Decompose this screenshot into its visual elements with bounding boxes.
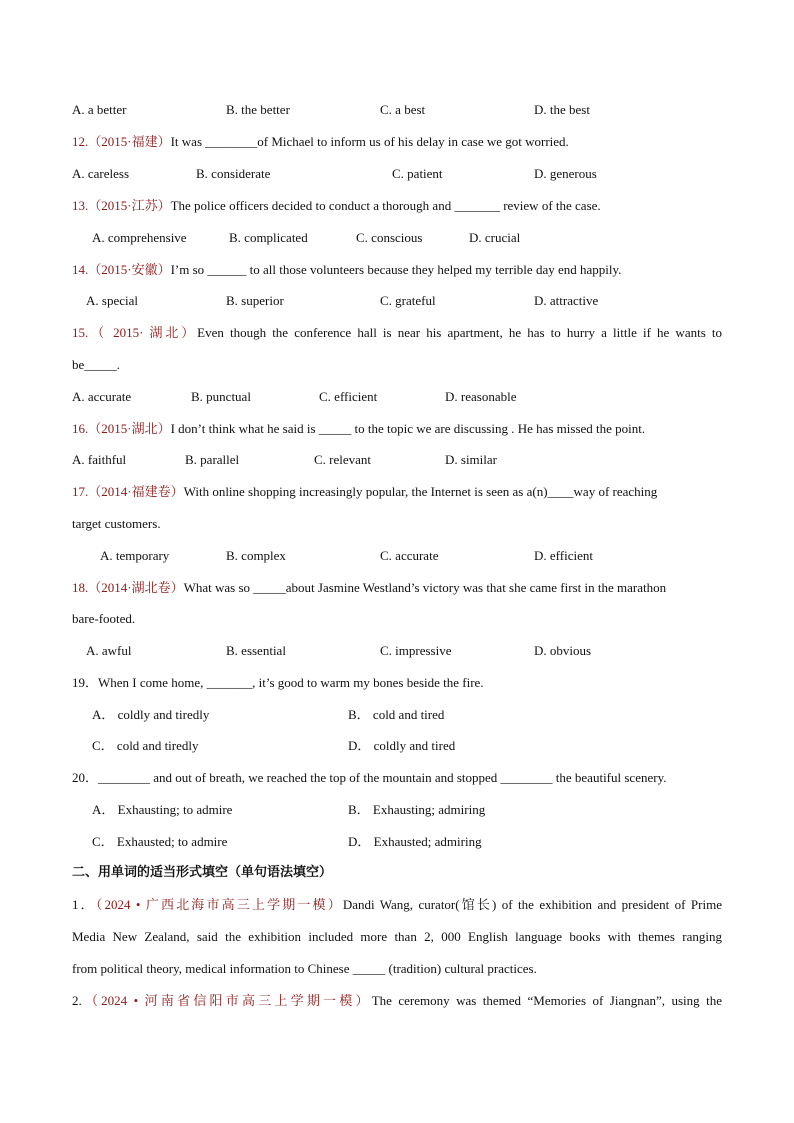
q19-option-a: A． coldly and tiredly — [92, 707, 210, 722]
s2q1-text-line1: Dandi Wang, curator(馆长) of the exhibition and president of Prime — [342, 897, 722, 912]
q15-stem-line2: be_____. — [72, 357, 121, 372]
q13-option-a: A. comprehensive — [92, 230, 187, 245]
q16-text: I don’t think what he said is _____ to the topic we are discussing . He has missed the point. — [170, 421, 646, 436]
q16-option-d: D. similar — [445, 452, 497, 467]
q12-option-a: A. careless — [72, 166, 130, 181]
q20-option-d: D． Exhausted; admiring — [348, 834, 482, 849]
q13-source: （2015·江苏） — [88, 198, 171, 213]
q17-option-d: D. efficient — [534, 548, 593, 563]
q13-option-b: B. complicated — [229, 230, 308, 245]
q12-option-b: B. considerate — [196, 166, 271, 181]
q16-option-a: A. faithful — [72, 452, 127, 467]
q15-source: （ 2015· 湖北） — [88, 325, 198, 340]
q12-source: （2015·福建） — [88, 134, 171, 149]
q14-text: I’m so ______ to all those volunteers because they helped my terrible day end happily. — [170, 262, 622, 277]
q15-option-c: C. efficient — [319, 389, 378, 404]
q17-stem-line1 — [72, 483, 657, 501]
s2q2-number: 2. — [72, 993, 82, 1008]
q16-stem — [72, 420, 645, 438]
q18-number: 18. — [72, 580, 89, 595]
s2q1-source: （2024 • 广西北海市高三上学期一模） — [95, 897, 343, 912]
q14-source: （2015·安徽） — [88, 262, 171, 277]
q15-text-line1: Even though the conference hall is near his apartment, he has to hurry a little if he wants to — [197, 325, 722, 340]
q13-option-c: C. conscious — [356, 230, 423, 245]
q17-option-b: B. complex — [226, 548, 286, 563]
q13-number: 13. — [72, 198, 89, 213]
q12-option-c: C. patient — [392, 166, 443, 181]
q14-stem — [72, 261, 621, 279]
q17-stem-line2: target customers. — [72, 516, 161, 531]
q17-number: 17. — [72, 484, 89, 499]
q13-text: The police officers decided to conduct a thorough and _______ review of the case. — [170, 198, 601, 213]
q17-option-c: C. accurate — [380, 548, 439, 563]
q11-option-b: B. the better — [226, 102, 290, 117]
q17-source: （2014·福建卷） — [88, 484, 184, 499]
q20-stem: 20．________ and out of breath, we reached the top of the mountain and stopped ________ the beautiful scenery. — [72, 770, 667, 785]
q16-option-b: B. parallel — [185, 452, 240, 467]
q18-stem-line1 — [72, 579, 666, 597]
q19-option-c: C． cold and tiredly — [92, 738, 199, 753]
q20-option-a: A． Exhausting; to admire — [92, 802, 233, 817]
q19-stem: 19．When I come home, _______, it’s good to warm my bones beside the fire. — [72, 675, 484, 690]
q14-number: 14. — [72, 262, 89, 277]
q19-option-d: D． coldly and tired — [348, 738, 456, 753]
q17-option-a: A. temporary — [100, 548, 170, 563]
q14-option-b: B. superior — [226, 293, 284, 308]
q18-source: （2014·湖北卷） — [88, 580, 184, 595]
q12-number: 12. — [72, 134, 89, 149]
q18-option-c: C. impressive — [380, 643, 452, 658]
q15-number: 15. — [72, 325, 89, 340]
q14-option-a: A. special — [86, 293, 138, 308]
q20-option-c: C． Exhausted; to admire — [92, 834, 228, 849]
q18-stem-line2: bare-footed. — [72, 611, 136, 626]
s2q1-line2: Media New Zealand, said the exhibition included more than 2, 000 English language books with themes ranging — [72, 929, 722, 944]
q12-stem — [72, 133, 569, 151]
q12-text: It was ________of Michael to inform us of his delay in case we got worried. — [170, 134, 569, 149]
q14-option-d: D. attractive — [534, 293, 599, 308]
s2q2-source: （2024 • 河南省信阳市高三上学期一模） — [81, 993, 372, 1008]
q14-option-c: C. grateful — [380, 293, 436, 308]
q11-option-d: D. the best — [534, 102, 590, 117]
q13-stem — [72, 197, 601, 215]
q16-source: （2015·湖北） — [88, 421, 171, 436]
section2-heading: 二、用单词的适当形式填空（单句语法填空） — [72, 865, 333, 880]
q11-option-c: C. a best — [380, 102, 426, 117]
q19-option-b: B． cold and tired — [348, 707, 445, 722]
q18-option-d: D. obvious — [534, 643, 592, 658]
q18-option-b: B. essential — [226, 643, 286, 658]
q13-option-d: D. crucial — [469, 230, 521, 245]
q15-option-d: D. reasonable — [445, 389, 517, 404]
q16-option-c: C. relevant — [314, 452, 372, 467]
q20-option-b: B． Exhausting; admiring — [348, 802, 486, 817]
s2q1-line3: from political theory, medical information to Chinese _____ (tradition) cultural practices. — [72, 961, 537, 976]
q16-number: 16. — [72, 421, 89, 436]
q18-option-a: A. awful — [86, 643, 132, 658]
q15-option-a: A. accurate — [72, 389, 132, 404]
s2q1-number: 1． — [72, 897, 96, 912]
q17-text-line1: With online shopping increasingly popular, the Internet is seen as a(n)____way of reaching — [183, 484, 658, 499]
s2q1-line1 — [72, 896, 722, 914]
s2q2-line1 — [72, 992, 722, 1010]
q11-option-a: A. a better — [72, 102, 127, 117]
q12-option-d: D. generous — [534, 166, 597, 181]
q15-option-b: B. punctual — [191, 389, 251, 404]
q18-text-line1: What was so _____about Jasmine Westland’s victory was that she came first in the marathon — [183, 580, 667, 595]
q15-stem-line1 — [72, 324, 722, 342]
s2q2-text: The ceremony was themed “Memories of Jiangnan”, using the — [371, 993, 722, 1008]
